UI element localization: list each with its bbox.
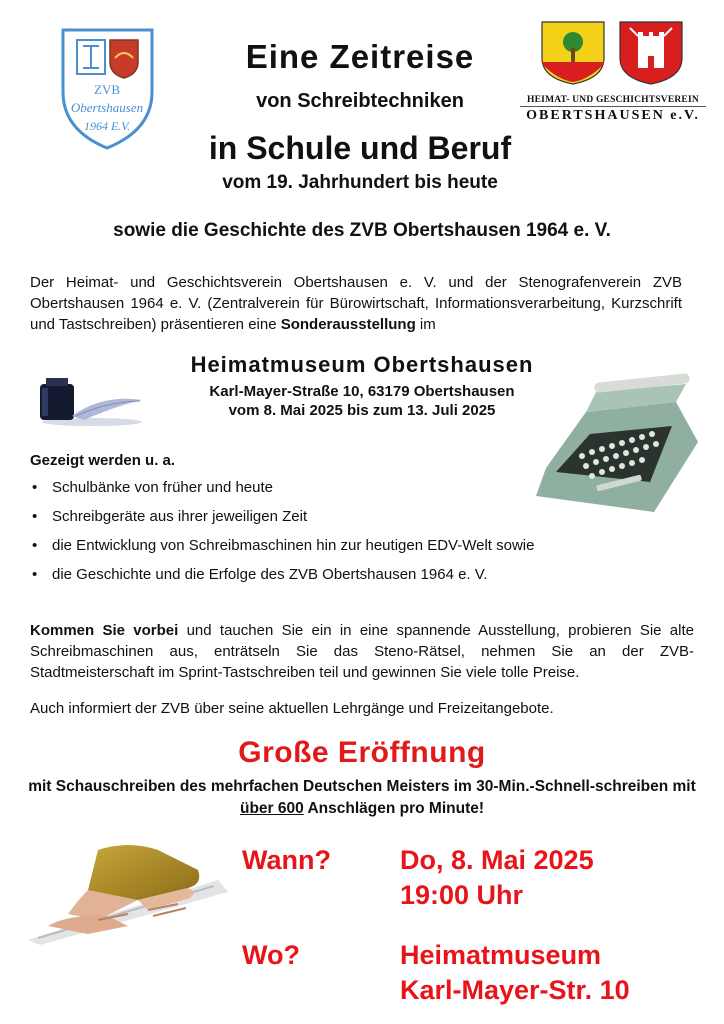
hgv-name-line2: OBERTSHAUSEN e.V. <box>526 108 700 123</box>
when-date: Do, 8. Mai 2025 <box>400 845 594 875</box>
opening-title: Große Eröffnung <box>238 736 486 769</box>
opening-sub-before: mit Schauschreiben des mehrfachen Deutschen Meisters im 30-Min.-Schnell-schreiben mit <box>28 778 696 795</box>
when-time: 19:00 Uhr <box>400 880 524 910</box>
museum-name: Heimatmuseum Obertshausen <box>190 352 534 377</box>
visit-emphasis: Kommen Sie vorbei <box>30 622 179 639</box>
where-label: Wo? <box>242 940 300 970</box>
inkwell-quill-illustration <box>32 370 144 430</box>
opening-sub-underlined: über 600 <box>239 800 304 817</box>
zvb-logo-line1: ZVB <box>94 82 120 97</box>
title-line-3: in Schule und Beruf <box>208 130 512 166</box>
zvb-logo-line3: 1964 E.V. <box>83 119 131 133</box>
list-item: • Schreibgeräte aus ihrer jeweiligen Zeit <box>30 507 650 536</box>
intro-paragraph <box>30 272 682 335</box>
title-line-4: vom 19. Jahrhundert bis heute <box>222 172 498 193</box>
museum-address: Karl-Mayer-Straße 10, 63179 Obertshausen <box>209 383 515 400</box>
list-item: • die Geschichte und die Erfolge des ZVB Obertshausen 1964 e. V. <box>30 565 650 594</box>
title-line-2: von Schreibtechniken <box>256 90 464 112</box>
where-line-1: Heimatmuseum <box>400 940 602 970</box>
coats-of-arms <box>538 20 688 86</box>
shown-list <box>30 478 650 594</box>
list-item: • Schulbänke von früher und heute <box>30 478 650 507</box>
title-line-5: sowie die Geschichte des ZVB Obertshausen 1964 e. V. <box>113 220 611 241</box>
intro-tail: im <box>415 316 436 333</box>
when-label: Wann? <box>242 845 331 875</box>
visit-paragraph <box>30 620 694 683</box>
shown-heading: Gezeigt werden u. a. <box>30 452 176 469</box>
intro-emphasis: Sonderausstellung <box>280 316 416 333</box>
museum-dates: vom 8. Mai 2025 bis zum 13. Juli 2025 <box>228 402 496 419</box>
hgv-divider <box>520 106 706 107</box>
zvb-logo <box>55 22 160 152</box>
typing-hands-photo <box>28 830 228 945</box>
intro-text: Der Heimat- und Geschichtsverein Obertshausen e. V. und der Stenografenverein ZVB Obertshausen 1964 e. V. (Zentralverein für Bürowirtschaft, Informationsverarbeitung, Kurzschrift und Tastschreiben) präsentieren eine <box>30 274 682 333</box>
zvb-logo-line2: Obertshausen <box>70 100 144 115</box>
hgv-name-line1: HEIMAT- UND GESCHICHTSVEREIN <box>527 95 699 105</box>
also-info: Auch informiert der ZVB über seine aktuellen Lehrgänge und Freizeitangebote. <box>30 700 554 717</box>
opening-sub-after: Anschlägen pro Minute! <box>303 800 485 817</box>
title-line-1: Eine Zeitreise <box>245 38 475 75</box>
list-item: • die Entwicklung von Schreibmaschinen hin zur heutigen EDV-Welt sowie <box>30 536 650 565</box>
opening-subtitle <box>26 776 698 820</box>
visit-text: und tauchen Sie ein in eine spannende Ausstellung, probieren Sie alte Schreibmaschinen aus, enträtseln Sie das Steno-Rätsel, nehmen Sie an der ZVB-Stadtmeisterschaft im Sprint-Tastschreiben teil und gewinnen Sie viele tolle Preise. <box>30 622 694 681</box>
where-line-2: Karl-Mayer-Str. 10 <box>400 975 630 1005</box>
